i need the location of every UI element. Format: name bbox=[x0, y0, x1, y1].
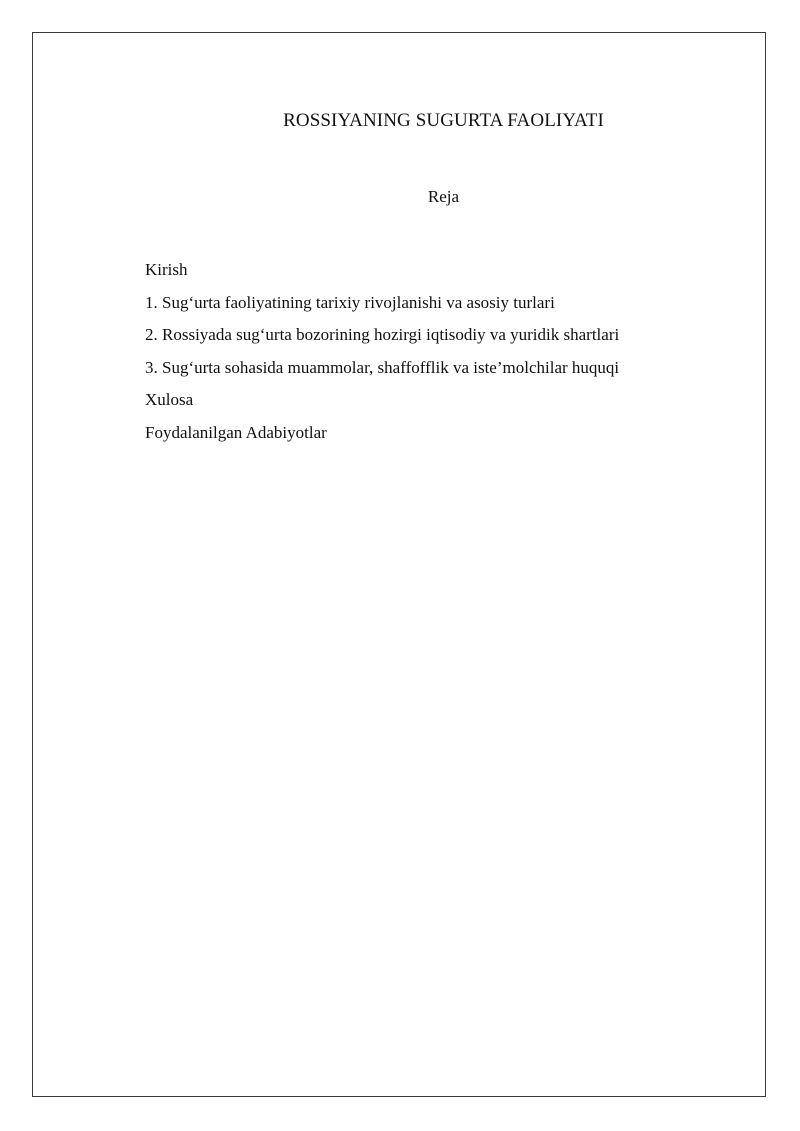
toc-item-introduction: Kirish bbox=[145, 260, 188, 279]
toc-item-chapter-1: 1. Sug‘urta faoliyatining tarixiy rivojlanishi va asosiy turlari bbox=[145, 292, 555, 312]
plan-heading: Reja bbox=[427, 187, 460, 206]
toc-item-conclusion: Xulosa bbox=[145, 390, 194, 409]
toc-item-chapter-2: 2. Rossiyada sug‘urta bozorining hozirgi iqtisodiy va yuridik shartlari bbox=[145, 325, 620, 344]
toc-item-references: Foydalanilgan Adabiyotlar bbox=[145, 422, 327, 442]
table-of-contents bbox=[145, 259, 619, 454]
document-title: ROSSIYANING SUGURTA FAOLIYATI bbox=[283, 110, 604, 131]
toc-item-chapter-3: 3. Sug‘urta sohasida muammolar, shaffofflik va iste’molchilar huquqi bbox=[145, 357, 620, 377]
